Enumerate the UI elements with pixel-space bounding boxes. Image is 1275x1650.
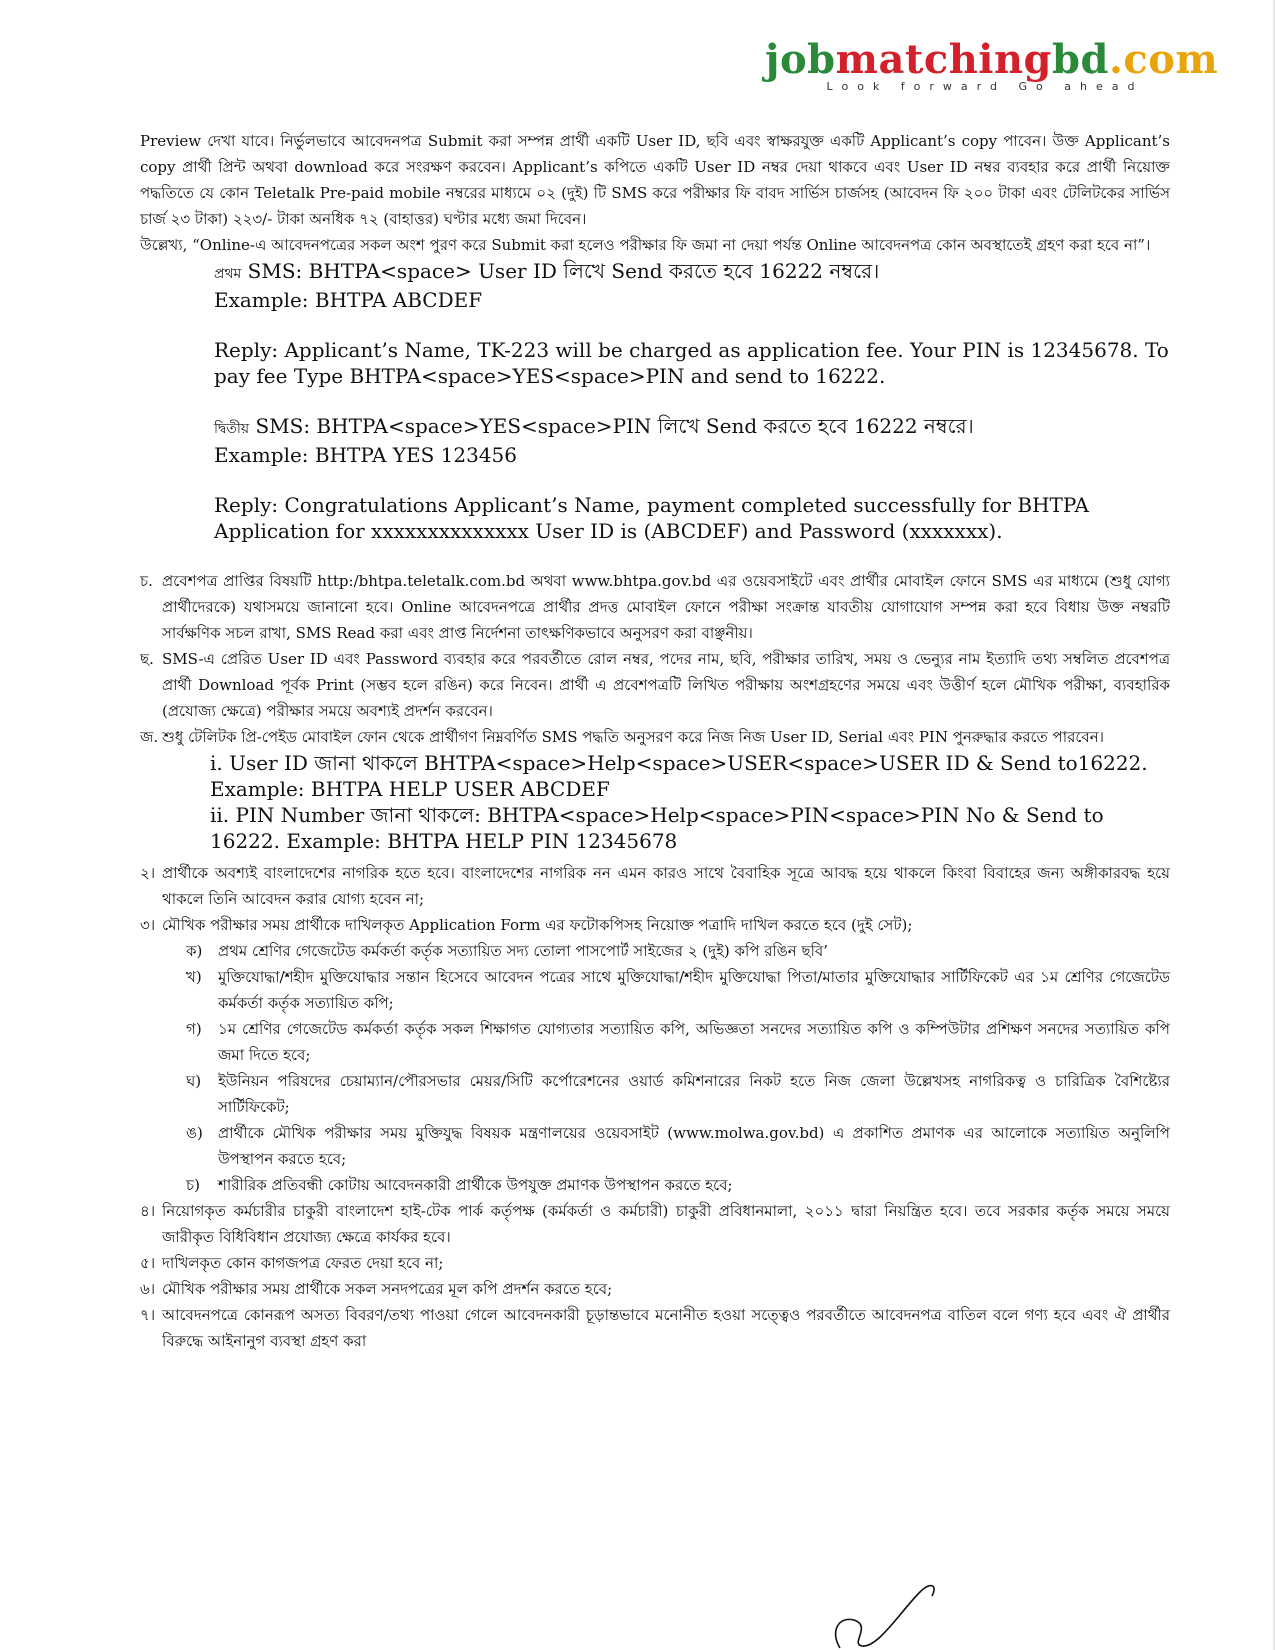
paragraph-preview: Preview দেখা যাবে। নির্ভুলভাবে আবেদনপত্র Submit করা সম্পন্ন প্রার্থী একটি User ID, ছবি এবং স্বাক্ষরযুক্ত একটি Applicant’s copy পাবেন। উক্ত Applicant’s copy প্রার্থী প্রিন্ট অথবা download করে সংরক্ষণ করবেন। Applicant’s কপিতে একটি User ID নম্বর দেয়া থাকবে এবং User ID নম্বর ব্যবহার করে প্রার্থী নিয়োক্ত পদ্ধতিতে যে কোন Teletalk Pre-paid mobile নম্বরের মাধ্যমে ০২ (দুই) টি SMS করে পরীক্ষার ফি বাবদ সার্ভিস চার্জসহ (আবেদন ফি ২০০ টাকা এবং টেলিটকের সার্ভিস চার্জ ২৩ টাকা) ২২৩/- টাকা অনধিক ৭২ (বাহাত্তর) ঘণ্টার মধ্যে জমা দিবেন। (140, 132, 1171, 228)
sms-first-prefix: প্রথম (214, 266, 242, 282)
item-text: মৌখিক পরীক্ষার সময় প্রার্থীকে দাখিলকৃত Application Form এর ফটোকপিসহ নিয়োক্ত পত্রাদি দাখিল করতে হবে (দুই সেট); (162, 916, 913, 934)
item-text: দাখিলকৃত কোন কাগজপত্র ফেরত দেয়া হবে না; (162, 1254, 444, 1272)
sms-second-reply: Reply: Congratulations Applicant’s Name, payment completed successfully for BHTPA Application for xxxxxxxxxxxxxx User ID is (ABCDEF) and Password (xxxxxxx). (214, 493, 1089, 543)
list-item-4 (140, 1198, 1170, 1250)
site-logo (765, 36, 1219, 93)
logo-part-matching: matching (835, 36, 1053, 83)
item-text: নিয়োগকৃত কর্মচারীর চাকুরী বাংলাদেশ হাই-টেক পার্ক কর্তৃপক্ষ (কর্মকর্তা ও কর্মচারী) চাকুরী প্রবিধানমালা, ২০১১ দ্বারা নিয়ন্ত্রিত হবে। তবে সরকার কর্তৃক সময়ে সময়ে জারীকৃত বিধিবিধান প্রযোজ্য ক্ষেত্রে কার্যকর হবে। (162, 1202, 1170, 1246)
sub-item-key: গ) (186, 1020, 202, 1038)
logo-part-com: .com (1108, 36, 1219, 83)
sub-item-ga (186, 1016, 1170, 1068)
sub-item-key: ক) (186, 942, 203, 960)
sms-second-prefix: দ্বিতীয় (214, 421, 250, 437)
sms-second-text: SMS: BHTPA<space>YES<space>PIN লিখে Send করতে হবে 16222 নম্বরে। (255, 414, 974, 438)
sub-item-text: ১ম শ্রেণির গেজেটেড কর্মকর্তা কর্তৃক সকল শিক্ষাগত যোগ্যতার সত্যায়িত কপি, অভিজ্ঞতা সনদের সত্যায়িত কপি ও কম্পিউটার প্রশিক্ষণ সনদের সত্যায়িত কপি জমা দিতে হবে; (218, 1020, 1170, 1064)
list-item-ja (140, 724, 1170, 750)
sms-second-line (214, 413, 1170, 442)
sms-first-text: SMS: BHTPA<space> User ID লিখে Send করতে হবে 16222 নম্বরে। (247, 259, 880, 283)
item-text: মৌখিক পরীক্ষার সময় প্রার্থীকে সকল সনদপত্রের মূল কপি প্রদর্শন করতে হবে; (162, 1280, 613, 1298)
sub-item-kha (186, 964, 1170, 1016)
list-item-chha (140, 646, 1170, 724)
logo-part-job: job (765, 36, 836, 83)
item-key: চ. (140, 572, 153, 590)
item-text: প্রার্থীকে অবশ্যই বাংলাদেশের নাগরিক হতে হবে। বাংলাদেশের নাগরিক নন এমন কারও সাথে বৈবাহিক সূত্রে আবদ্ধ হয়ে থাকলে কিংবা বিবাহের জন্য অঙ্গীকারবদ্ধ হয়ে থাকলে তিনি আবেদন করার যোগ্য হবেন না; (162, 864, 1170, 908)
sms-first-reply: Reply: Applicant’s Name, TK-223 will be charged as application fee. Your PIN is 12345678. To pay fee Type BHTPA<space>YES<space>PIN and send to 16222. (214, 338, 1169, 388)
list-item-3 (140, 912, 1170, 938)
item-key: ৫। (140, 1254, 156, 1272)
ja-option-i-example: Example: BHTPA HELP USER ABCDEF (210, 777, 610, 801)
list-item-cha (140, 568, 1170, 646)
sub-item-key: ঙ) (186, 1124, 203, 1142)
list-item-6 (140, 1276, 1170, 1302)
item-key: ৭। (140, 1306, 156, 1324)
item-key: ছ. (140, 650, 154, 668)
item-text: শুধু টেলিটক প্রি-পেইড মোবাইল ফোন থেকে প্রার্থীগণ নিম্নবর্ণিত SMS পদ্ধতি অনুসরণ করে নিজ নিজ User ID, Serial এবং PIN পুনরুদ্ধার করতে পারবেন। (162, 728, 1105, 746)
sms-first-line (214, 258, 1170, 287)
signature-mark (820, 1572, 980, 1650)
sub-item-text: মুক্তিযোদ্ধা/শহীদ মুক্তিযোদ্ধার সন্তান হিসেবে আবেদন পত্রের সাথে মুক্তিযোদ্ধা/শহীদ মুক্তিযোদ্ধা পিতা/মাতার মুক্তিযোদ্ধার সার্টিফিকেট এর ১ম শ্রেণির গেজেটেড কর্মকর্তা কর্তৃক সত্যায়িত কপি; (218, 968, 1170, 1012)
sub-item-key: চ) (186, 1176, 200, 1194)
item-key: ২। (140, 864, 156, 882)
sms-first-example: Example: BHTPA ABCDEF (214, 288, 483, 312)
sub-item-key: ঘ) (186, 1072, 202, 1090)
document-body (140, 128, 1170, 1354)
item-text: SMS-এ প্রেরিত User ID এবং Password ব্যবহার করে পরবর্তীতে রোল নম্বর, পদের নাম, ছবি, পরীক্ষার তারিখ, সময় ও ভেন্যুর নাম ইত্যাদি তথ্য সম্বলিত প্রবেশপত্র প্রার্থী Download পূর্বক Print (সম্ভব হলে রঙিন) করে নিবেন। প্রার্থী এ প্রবেশপত্রটি লিখিত পরীক্ষায় অংশগ্রহণের সময়ে এবং উত্তীর্ণ হলে মৌখিক পরীক্ষা, ব্যবহারিক (প্রযোজ্য ক্ষেত্রে) পরীক্ষার সময়ে অবশ্যই প্রদর্শন করবেন। (162, 650, 1170, 720)
sub-item-uma (186, 1120, 1170, 1172)
ja-option-ii: ii. PIN Number জানা থাকলে: BHTPA<space>Help<space>PIN<space>PIN No & Send to 16222. Example: BHTPA HELP PIN 12345678 (210, 803, 1104, 853)
item-key: ৪। (140, 1202, 156, 1220)
list-item-2 (140, 860, 1170, 912)
sub-item-text: শারীরিক প্রতিবন্ধী কোটায় আবেদনকারী প্রার্থীকে উপযুক্ত প্রমাণক উপস্থাপন করতে হবে; (218, 1176, 733, 1194)
sub-item-gha (186, 1068, 1170, 1120)
list-item-7 (140, 1302, 1170, 1354)
item-key: ৩। (140, 916, 156, 934)
sub-item-text: ইউনিয়ন পরিষদের চেয়াম্যান/পৌরসভার মেয়র/সিটি কর্পোরেশনের ওয়ার্ড কমিশনারের নিকট হতে নিজ জেলা উল্লেখসহ নাগরিকত্ব ও চারিত্রিক বৈশিষ্ট্যের সার্টিফিকেট; (218, 1072, 1170, 1116)
sub-item-text: প্রথম শ্রেণির গেজেটেড কর্মকর্তা কর্তৃক সত্যায়িত সদ্য তোলা পাসপোর্ট সাইজের ২ (দুই) কপি রঙিন ছবি’ (218, 942, 828, 960)
logo-wordmark (765, 36, 1219, 83)
ja-option-i: i. User ID জানা থাকলে BHTPA<space>Help<space>USER<space>USER ID & Send to16222. (210, 751, 1148, 775)
sms-second-example: Example: BHTPA YES 123456 (214, 443, 518, 467)
logo-part-bd: bd (1052, 36, 1109, 83)
sub-item-ka (186, 938, 1170, 964)
paragraph-note: উল্লেখ্য, “Online-এ আবেদনপত্রের সকল অংশ পুরণ করে Submit করা হলেও পরীক্ষার ফি জমা না দেয়া পর্যন্ত Online আবেদনপত্র কোন অবস্থাতেই গ্রহণ করা হবে না”। (140, 236, 1151, 254)
sub-item-text: প্রার্থীকে মৌখিক পরীক্ষার সময় মুক্তিযুদ্ধ বিষয়ক মন্ত্রণালয়ের ওয়েবসাইট (www.molwa.gov.bd) এ প্রকাশিত প্রমাণক এর আলোকে সত্যায়িত অনুলিপি উপস্থাপন করতে হবে; (218, 1124, 1170, 1168)
logo-tagline: Look forward Go ahead (826, 80, 1144, 93)
item-key: ৬। (140, 1280, 156, 1298)
list-item-5 (140, 1250, 1170, 1276)
sub-item-cha (186, 1172, 1170, 1198)
item-text: প্রবেশপত্র প্রাপ্তির বিষয়টি http:/bhtpa.teletalk.com.bd অথবা www.bhtpa.gov.bd এর ওয়েবসাইটে এবং প্রার্থীর মোবাইল ফোনে SMS এর মাধ্যমে (শুধু যোগ্য প্রার্থীদেরকে) যথাসময়ে জানানো হবে। Online আবেদনপত্রে প্রার্থীর প্রদত্ত মোবাইল ফোনে পরীক্ষা সংক্রান্ত যাবতীয় যোগাযোগ সম্পন্ন করা হবে বিধায় উক্ত নম্বরটি সার্বক্ষণিক সচল রাখা, SMS Read করা এবং প্রাপ্ত নির্দেশনা তাৎক্ষণিকভাবে অনুসরণ করা বাঞ্ছনীয়। (162, 572, 1170, 642)
item-text: আবেদনপত্রে কোনরূপ অসত্য বিবরণ/তথ্য পাওয়া গেলে আবেদনকারী চূড়ান্তভাবে মনোনীত হওয়া সত্ত্বেও পরবর্তীতে আবেদনপত্র বাতিল বলে গণ্য হবে এবং ঐ প্রার্থীর বিরুদ্ধে আইনানুগ ব্যবস্থা গ্রহণ করা (162, 1306, 1170, 1350)
item-key: জ. (140, 728, 159, 746)
sub-item-key: খ) (186, 968, 202, 986)
